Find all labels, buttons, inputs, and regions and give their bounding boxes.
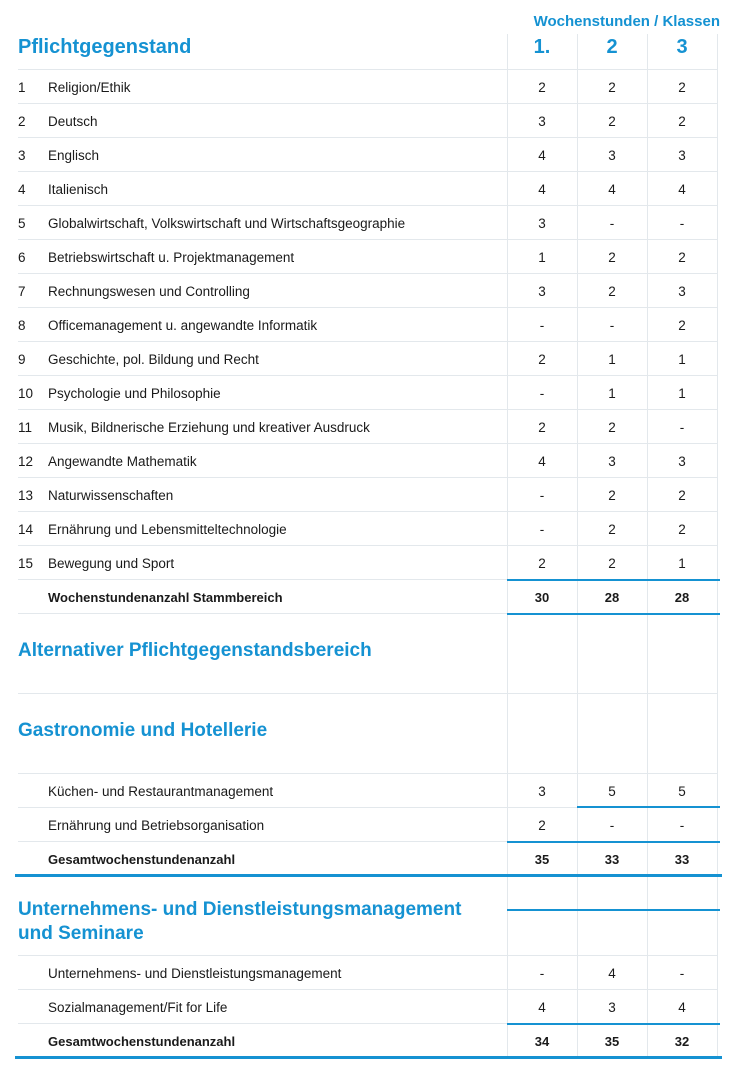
hours-class-2: 2 [608,250,616,265]
hours-class-1: 3 [538,216,546,231]
hours-class-3: 5 [678,784,686,799]
subject-number: 4 [18,182,26,197]
subject-row [18,138,718,172]
subject-name: Italienisch [48,182,109,197]
hours-class-3: 3 [678,148,686,163]
subject-number: 6 [18,250,26,265]
subject-number: 12 [18,454,34,469]
hours-class-2: 1 [608,386,616,401]
total-bottom-rule [507,613,720,615]
hours-class-2: 2 [608,420,616,435]
subject-name: Religion/Ethik [48,80,131,95]
total-value-2: 33 [604,852,620,867]
total-label: Gesamtwochenstundenanzahl [48,1034,236,1049]
subject-row [18,172,718,206]
column-head-1: 1. [533,36,551,58]
subject-row [18,376,718,410]
hours-class-3: - [679,420,685,435]
hours-class-3: 2 [678,318,686,333]
subject-name: Officemanagement u. angewandte Informatik [48,318,318,333]
page-title: Pflichtgegenstand [18,36,192,58]
hours-class-1: - [539,386,545,401]
udm-section-title [18,898,461,946]
subject-number: 15 [18,556,34,571]
hours-class-2: 2 [608,80,616,95]
hours-class-3: 3 [678,284,686,299]
hours-class-1: 2 [538,556,546,571]
subject-number: 11 [18,420,33,435]
hours-class-3: 1 [678,386,686,401]
gastro-section-title: Gastronomie und Hotellerie [18,720,268,741]
section-end-rule [15,1056,722,1059]
accent-rule [507,909,720,911]
hours-class-3: 4 [678,182,686,197]
hours-class-1: 2 [538,818,546,833]
subject-number: 10 [18,386,34,401]
hours-class-2: 3 [608,1000,616,1015]
hours-class-2: 1 [608,352,616,367]
hours-class-3: 4 [678,1000,686,1015]
hours-class-3: 2 [678,80,686,95]
subject-number: 3 [18,148,26,163]
total-value-2: 35 [604,1034,620,1049]
subject-row [18,70,718,104]
hours-class-1: 4 [538,1000,546,1015]
hours-class-1: 3 [538,114,546,129]
hours-class-1: - [539,522,545,537]
gastro-total-row [18,842,718,876]
hours-class-2: 3 [608,454,616,469]
subject-number: 1 [18,80,26,95]
hours-class-2: 2 [608,556,616,571]
hours-class-3: 2 [678,488,686,503]
subject-row [18,546,718,580]
alt-section-title: Alternativer Pflichtgegenstandsbereich [18,640,372,661]
hours-class-1: - [539,488,545,503]
hours-class-1: 1 [538,250,546,265]
hours-class-3: - [679,966,685,981]
subject-row [18,104,718,138]
hours-class-3: 2 [678,522,686,537]
subject-name: Sozialmanagement/Fit for Life [48,1000,228,1015]
hours-class-2: 4 [608,966,616,981]
subject-number: 14 [18,522,34,537]
hours-class-1: 3 [538,784,546,799]
hours-class-2: 2 [608,522,616,537]
total-value-1: 35 [534,852,550,867]
subject-name: Bewegung und Sport [48,556,175,571]
total-value-2: 28 [604,590,620,605]
column-head-2: 2 [606,36,618,58]
hours-class-3: 2 [678,250,686,265]
subject-row [18,410,718,444]
subject-number: 2 [18,114,26,129]
hours-class-1: 4 [538,182,546,197]
gastro-row [18,774,718,808]
hours-class-3: 1 [678,352,686,367]
hours-class-1: 4 [538,148,546,163]
hours-class-2: 5 [608,784,616,799]
total-label: Wochenstundenanzahl Stammbereich [48,590,283,605]
hours-class-2: 2 [608,488,616,503]
subject-name: Küchen- und Restaurantmanagement [48,784,274,799]
subject-name: Englisch [48,148,100,163]
column-head-3: 3 [676,36,688,58]
udm-title-line-2: und Seminare [18,923,144,944]
subject-row [18,444,718,478]
subject-name: Geschichte, pol. Bildung und Recht [48,352,259,367]
total-value-1: 30 [534,590,550,605]
hours-class-1: 2 [538,420,546,435]
subject-row [18,342,718,376]
udm-title-line-1: Unternehmens- und Dienstleistungsmanagement [18,899,462,920]
hours-class-1: 4 [538,454,546,469]
subject-row [18,206,718,240]
hours-class-2: - [609,318,615,333]
subject-number: 8 [18,318,26,333]
hours-class-3: - [679,216,685,231]
subject-row [18,240,718,274]
subject-name: Globalwirtschaft, Volkswirtschaft und Wirtschaftsgeographie [48,216,406,231]
subject-row [18,308,718,342]
subject-name: Musik, Bildnerische Erziehung und kreativer Ausdruck [48,420,370,435]
subject-number: 13 [18,488,34,503]
subject-name: Unternehmens- und Dienstleistungsmanagement [48,966,342,981]
hours-class-2: 2 [608,114,616,129]
stamm-total-row [18,580,718,614]
subject-row [18,512,718,546]
section-divider [18,693,718,694]
hours-class-1: 2 [538,80,546,95]
hours-class-2: 3 [608,148,616,163]
weekly-hours-header: Wochenstunden / Klassen [533,13,720,30]
subject-name: Ernährung und Betriebsorganisation [48,818,265,833]
subject-name: Ernährung und Lebensmitteltechnologie [48,522,287,537]
udm-total-row [18,1024,718,1058]
hours-class-1: 2 [538,352,546,367]
hours-class-3: - [679,818,685,833]
subject-name: Angewandte Mathematik [48,454,197,469]
subject-name: Rechnungswesen und Controlling [48,284,250,299]
subject-number: 9 [18,352,26,367]
total-value-3: 28 [674,590,690,605]
subject-number: 7 [18,284,26,299]
subject-row [18,274,718,308]
gastro-row [18,808,718,842]
subject-name: Betriebswirtschaft u. Projektmanagement [48,250,295,265]
subject-row [18,478,718,512]
subject-name: Naturwissenschaften [48,488,174,503]
section-end-rule [15,874,722,877]
hours-class-1: 3 [538,284,546,299]
total-value-3: 32 [674,1034,690,1049]
udm-row [18,956,718,990]
total-value-3: 33 [674,852,690,867]
hours-class-1: - [539,318,545,333]
udm-row [18,990,718,1024]
hours-class-3: 3 [678,454,686,469]
hours-class-1: - [539,966,545,981]
hours-class-3: 1 [678,556,686,571]
total-value-1: 34 [534,1034,550,1049]
hours-class-2: 2 [608,284,616,299]
hours-class-3: 2 [678,114,686,129]
hours-class-2: 4 [608,182,616,197]
total-label: Gesamtwochenstundenanzahl [48,852,236,867]
hours-class-2: - [609,216,615,231]
hours-class-2: - [609,818,615,833]
subject-name: Psychologie und Philosophie [48,386,221,401]
subject-name: Deutsch [48,114,98,129]
subject-number: 5 [18,216,26,231]
